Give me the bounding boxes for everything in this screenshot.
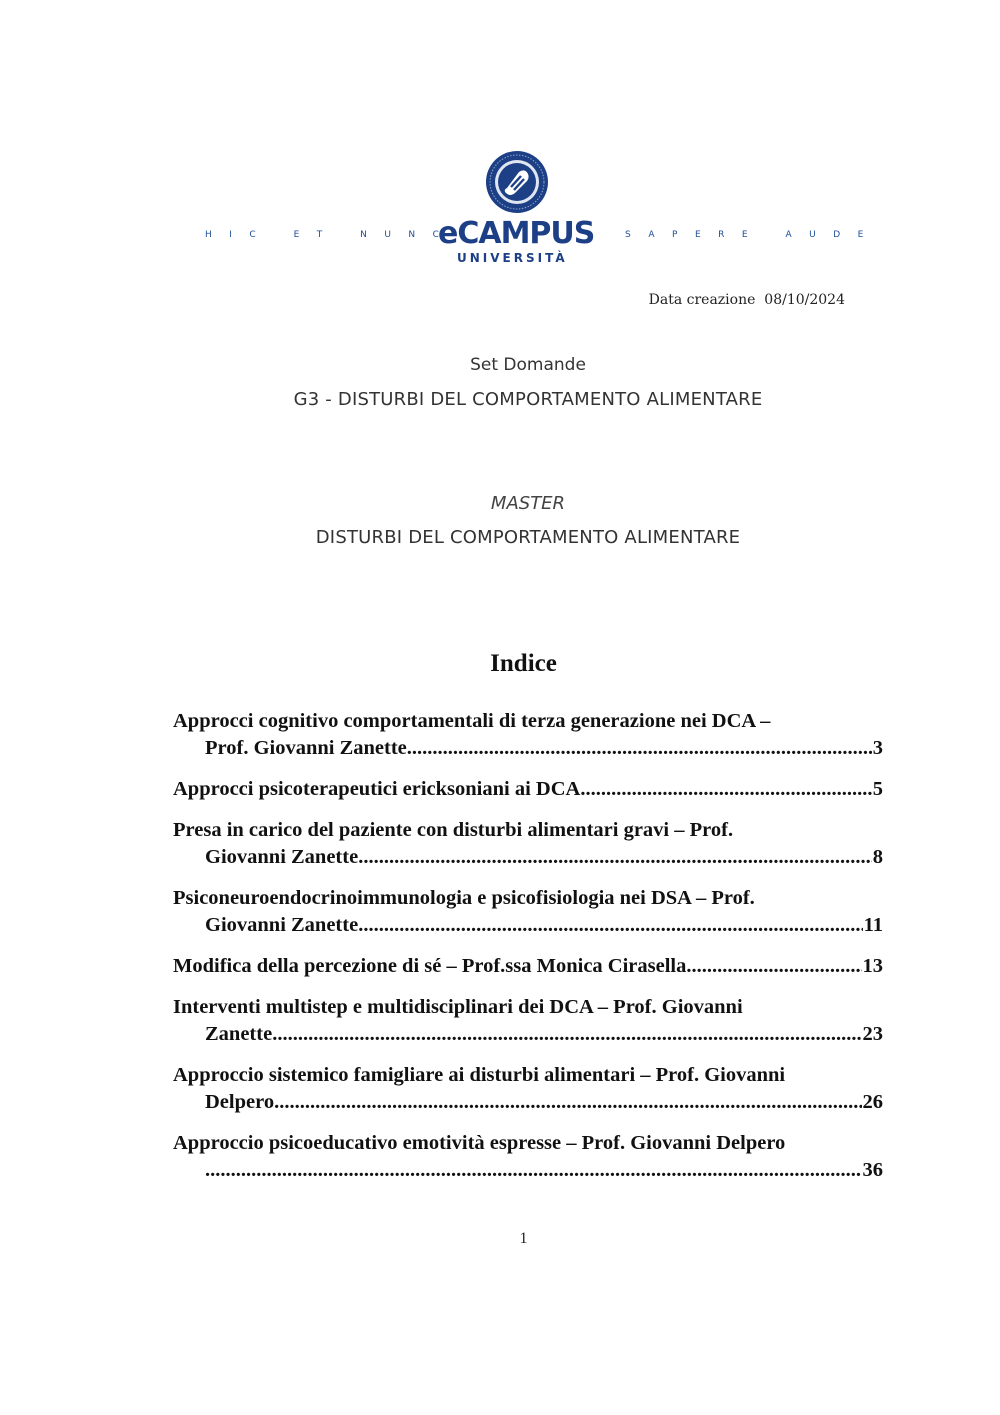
- toc-entry-title: Approcci cognitivo comportamentali di terza generazione nei DCA –: [173, 710, 771, 732]
- toc-entry[interactable]: [173, 1130, 883, 1184]
- toc-leader: [358, 844, 872, 871]
- toc-entry[interactable]: [173, 817, 883, 871]
- toc-entry-title-continued: Zanette: [205, 1023, 273, 1045]
- index-title: Indice: [490, 650, 557, 677]
- toc-entry-title: Approccio psicoeducativo emotività espresse – Prof. Giovanni Delpero: [173, 1132, 786, 1154]
- creation-date-value: 08/10/2024: [764, 292, 845, 308]
- table-of-contents: [173, 708, 883, 1198]
- creation-date: [649, 292, 845, 308]
- toc-entry-title: Modifica della percezione di sé – Prof.ssa Monica Cirasella: [173, 955, 687, 977]
- toc-page-number: 23: [862, 1023, 883, 1045]
- toc-leader: [407, 735, 872, 762]
- toc-leader: [358, 912, 862, 939]
- toc-entry-title-continued: Giovanni Zanette: [205, 914, 359, 936]
- toc-page-number: 36: [862, 1159, 883, 1181]
- brand-logo-text: eCAMPUS: [438, 216, 595, 251]
- toc-page-number: 8: [872, 846, 883, 868]
- toc-entry-title-continued: Prof. Giovanni Zanette: [205, 737, 407, 759]
- toc-page-number: 3: [872, 737, 883, 759]
- toc-leader: [580, 776, 871, 803]
- brand-subtitle: UNIVERSITÀ: [457, 251, 568, 265]
- toc-entry[interactable]: [173, 1062, 883, 1116]
- toc-entry-title: Approccio sistemico famigliare ai disturbi alimentari – Prof. Giovanni: [173, 1064, 786, 1086]
- toc-leader: [274, 1089, 861, 1116]
- toc-leader: [686, 953, 861, 980]
- toc-entry-title: Psiconeuroendocrinoimmunologia e psicofisiologia nei DSA – Prof.: [173, 887, 755, 909]
- toc-page-number: 26: [862, 1091, 883, 1113]
- toc-page-number: 5: [872, 778, 883, 800]
- master-title: DISTURBI DEL COMPORTAMENTO ALIMENTARE: [315, 527, 741, 548]
- creation-date-label: Data creazione: [648, 292, 756, 308]
- toc-entry-title: Presa in carico del paziente con disturbi alimentari gravi – Prof.: [173, 819, 734, 841]
- toc-entry-title-continued: Giovanni Zanette: [205, 846, 359, 868]
- toc-leader: [272, 1021, 861, 1048]
- ecampus-seal-icon: [485, 150, 549, 214]
- page-number: 1: [519, 1230, 528, 1247]
- motto-right: SAPERE AUDE: [625, 230, 881, 240]
- toc-entry-title: Approcci psicoterapeutici ericksoniani ai DCA: [173, 778, 581, 800]
- toc-page-number: 13: [862, 955, 883, 977]
- toc-entry-title: Interventi multistep e multidisciplinari dei DCA – Prof. Giovanni: [173, 996, 743, 1018]
- toc-leader: [205, 1157, 862, 1184]
- toc-entry[interactable]: [173, 953, 883, 980]
- toc-entry[interactable]: [173, 708, 883, 762]
- set-label: Set Domande: [470, 355, 586, 375]
- motto-left: HIC ET NUNC: [205, 230, 457, 240]
- toc-page-number: 11: [863, 914, 883, 936]
- set-title: G3 - DISTURBI DEL COMPORTAMENTO ALIMENTARE: [293, 389, 763, 410]
- master-label: MASTER: [490, 493, 566, 514]
- toc-entry-title-continued: Delpero: [205, 1091, 275, 1113]
- toc-entry[interactable]: [173, 994, 883, 1048]
- toc-entry[interactable]: [173, 776, 883, 803]
- toc-entry[interactable]: [173, 885, 883, 939]
